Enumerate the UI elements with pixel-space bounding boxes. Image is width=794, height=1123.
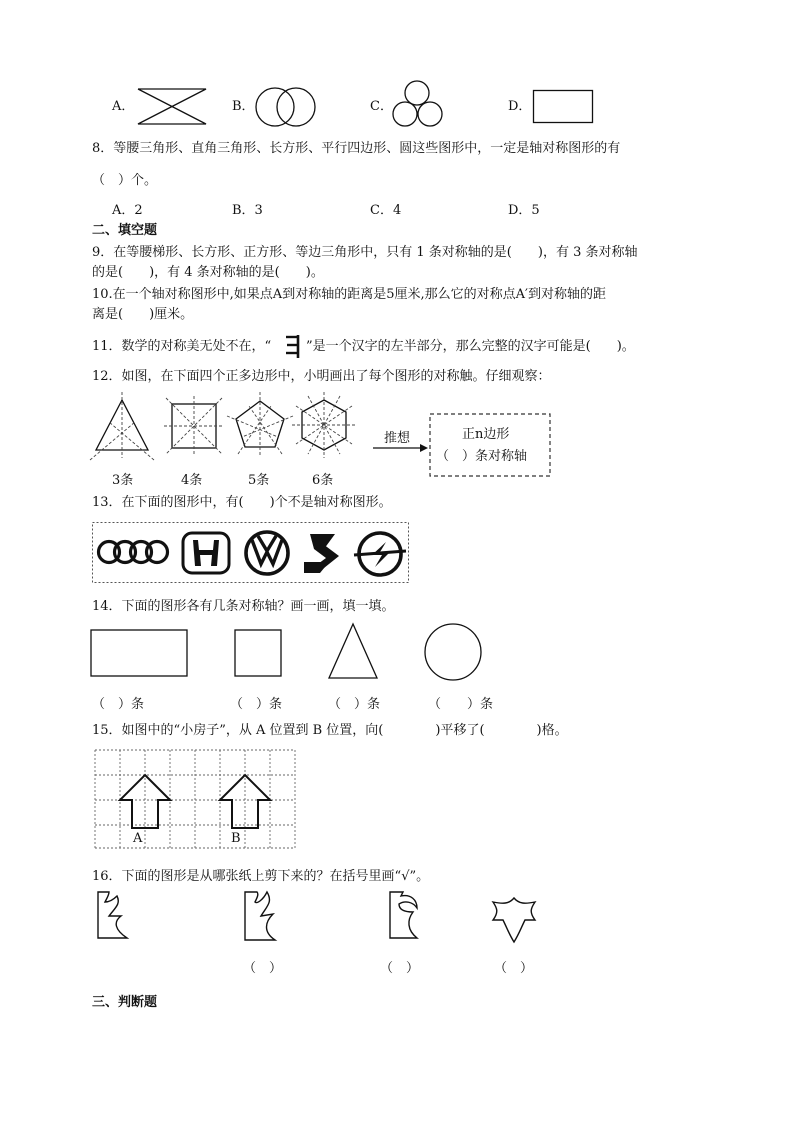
q16-bracket-2: （ ） [380, 961, 420, 976]
q11-text-after: ”是一个汉字的左半部分，那么完整的汉字可能是( )。 [306, 339, 635, 354]
q9-line1: 9．在等腰梯形、长方形、正方形、等边三角形中，只有 1 条对称轴的是( )，有 3 条对称轴 [92, 245, 638, 260]
q16-question: 16．下面的图形是从哪张纸上剪下来的？在括号里画“√”。 [92, 869, 430, 884]
q12-label-3: 3条 [112, 473, 134, 488]
q15-label-a: A [133, 831, 143, 846]
q16-option-3 [493, 898, 535, 942]
q14-square [235, 630, 281, 676]
opel-logo-icon [354, 533, 406, 575]
q8-option-a: A．2 [112, 203, 143, 218]
q12-label-5: 5条 [248, 473, 270, 488]
q13-question: 13．在下面的图形中，有( )个不是轴对称图形。 [92, 495, 392, 510]
hexagon-with-axes [292, 392, 356, 458]
q10-line1: 10.在一个轴对称图形中,如果点A到对称轴的距离是5厘米,那么它的对称点A′到对称轴的距 [92, 287, 606, 302]
q7-hourglass-figure [138, 88, 208, 126]
q14-shapes-figure [90, 622, 490, 686]
q14-triangle [329, 624, 377, 678]
q8-option-c: C．4 [370, 203, 402, 218]
q14-rectangle [91, 630, 187, 676]
q14-question: 14．下面的图形各有几条对称轴？画一画，填一填。 [92, 599, 395, 614]
pentagon-with-axes [227, 392, 293, 456]
q12-polygons-figure [88, 392, 558, 488]
q16-half-shape [98, 892, 127, 938]
q7-two-circles-figure [254, 86, 320, 128]
suzuki-logo-icon [304, 534, 339, 573]
q14-circle [425, 624, 481, 680]
q12-label-6: 6条 [312, 473, 334, 488]
section-fill-blank-title: 二、填空题 [92, 223, 158, 238]
audi-logo-icon [99, 542, 168, 563]
q12-question: 12．如图，在下面四个正多边形中，小明画出了每个图形的对称触。仔细观察： [92, 369, 551, 384]
volkswagen-logo-icon [246, 532, 288, 574]
square-with-axes [164, 396, 224, 456]
q7-rectangle-figure [533, 90, 595, 124]
q8-option-b: B．3 [232, 203, 263, 218]
q11-text-before: 11．数学的对称美无处不在，“ [92, 339, 272, 354]
q12-arrow-label: 推想 [384, 431, 411, 446]
q7-three-circles-figure [390, 80, 446, 130]
q16-option-1 [245, 892, 275, 940]
q15-label-b: B [231, 831, 241, 846]
q10-line2: 离是( )厘米。 [92, 307, 194, 322]
q16-bracket-1: （ ） [243, 961, 283, 976]
q16-option-2 [390, 892, 417, 938]
q7-option-a: A． [112, 99, 135, 114]
q7-option-b: B． [232, 99, 255, 114]
q16-shapes-figure [95, 890, 545, 946]
q12-box-line1: 正n边形 [462, 427, 510, 442]
q13-car-logos-figure [92, 522, 410, 584]
q14-answer-triangle: （ ）条 [328, 697, 381, 712]
triangle-with-axes [90, 392, 154, 460]
honda-logo-icon [183, 533, 229, 573]
q7-option-d: D． [508, 99, 532, 114]
q8-question: 8．等腰三角形、直角三角形、长方形、平行四边形、圆这些图形中，一定是轴对称图形的有 [92, 141, 621, 156]
q7-option-c: C． [370, 99, 393, 114]
q14-answer-circle: （ ）条 [428, 697, 494, 712]
q16-bracket-3: （ ） [494, 961, 534, 976]
q12-label-4: 4条 [181, 473, 203, 488]
q11-character-radical-icon [283, 334, 305, 358]
section-judgement-title: 三、判断题 [92, 995, 158, 1010]
q8-question-cont: （ ）个。 [92, 173, 158, 188]
q12-box-line2: （ ）条对称轴 [436, 449, 528, 464]
q14-answer-square: （ ）条 [230, 697, 283, 712]
q9-line2: 的是( )，有 4 条对称轴的是( )。 [92, 265, 324, 280]
q8-option-d: D．5 [508, 203, 540, 218]
q14-answer-rectangle: （ ）条 [92, 697, 145, 712]
q15-grid-figure [95, 750, 297, 850]
q15-question: 15．如图中的“小房子”，从 A 位置到 B 位置，向( )平移了( )格。 [92, 723, 568, 738]
